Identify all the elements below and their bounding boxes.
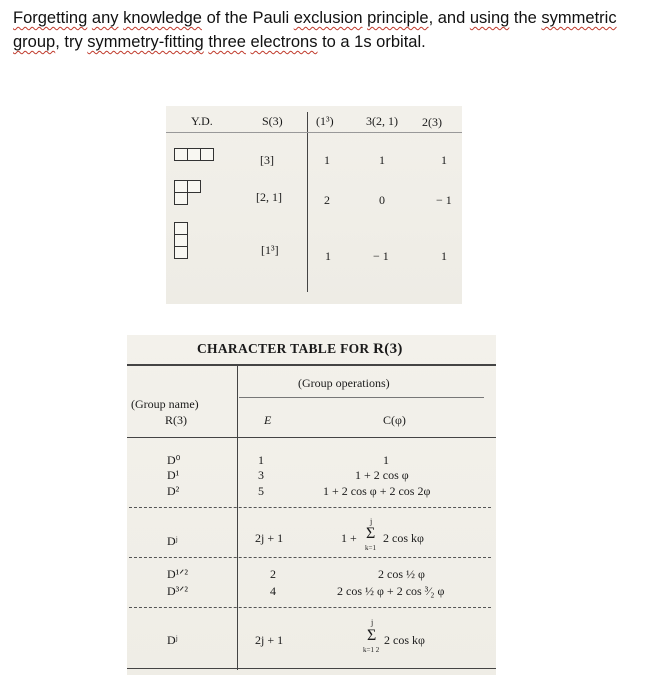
- intro-text-segment: three: [208, 33, 246, 51]
- irrep-label: [3]: [260, 153, 274, 167]
- column-divider: [307, 112, 308, 292]
- sum-upper-limit: j: [370, 517, 373, 526]
- character-value: 1: [324, 153, 330, 167]
- e-value: 4: [270, 584, 276, 598]
- rep-label: D²: [167, 484, 180, 498]
- intro-text-segment: to a 1s orbital.: [317, 33, 426, 51]
- c-value: 1 + 2 cos φ + 2 cos 2φ: [323, 484, 431, 498]
- sum-symbol: Σ: [366, 525, 376, 542]
- column-c-phi: C(φ): [383, 413, 406, 427]
- sum-lower-limit: k=1 2: [363, 646, 380, 654]
- dashed-separator: [129, 607, 491, 608]
- c-value: 2 cos ½ φ: [378, 567, 425, 581]
- s3-character-table-image: [166, 106, 462, 304]
- r3-character-table-image: [127, 335, 496, 675]
- header-s3: S(3): [262, 114, 283, 128]
- character-value: 2: [324, 193, 330, 207]
- e-value: 1: [258, 453, 264, 467]
- intro-text-segment: electrons: [250, 33, 318, 51]
- character-value: 1: [441, 249, 447, 263]
- character-value: 0: [379, 193, 385, 207]
- intro-text-segment: knowledge: [123, 9, 202, 27]
- header-class-2: 3(2, 1): [366, 114, 398, 128]
- header-class-1: (1³): [316, 114, 334, 128]
- character-value: − 1: [373, 249, 389, 263]
- intro-text-segment: any: [91, 9, 119, 27]
- c-value: 2 cos kφ: [384, 633, 425, 647]
- table-title: CHARACTER TABLE FOR R(3): [197, 341, 403, 357]
- sum-symbol: Σ: [367, 627, 377, 644]
- irrep-label: [2, 1]: [256, 190, 282, 204]
- c-value: 1: [383, 453, 389, 467]
- dashed-separator: [129, 557, 491, 558]
- e-value: 2: [270, 567, 276, 581]
- c-value: 1 +: [341, 531, 357, 545]
- header-yd: Y.D.: [191, 114, 213, 128]
- rep-label: D³ᐟ²: [167, 584, 188, 598]
- rep-label: D⁰: [167, 453, 181, 467]
- dashed-separator: [129, 507, 491, 508]
- intro-text-segment: symmetric: [541, 9, 617, 27]
- rep-label: Dʲ: [167, 534, 178, 548]
- c-value: 2 cos ½ φ + 2 cos ³⁄₂ φ: [337, 584, 445, 598]
- rep-label: D¹: [167, 468, 180, 482]
- sum-lower-limit: k=1: [365, 544, 376, 552]
- group-name-label: (Group name): [131, 397, 199, 411]
- sum-upper-limit: j: [371, 618, 374, 627]
- intro-text-segment: the: [509, 9, 542, 27]
- bottom-rule: [127, 668, 496, 669]
- irrep-label: [1³]: [261, 243, 279, 257]
- header-bottom-rule: [127, 437, 496, 438]
- column-e: E: [264, 413, 272, 427]
- subheader-rule: [239, 397, 484, 398]
- character-value: 1: [325, 249, 331, 263]
- header-class-3: 2(3): [422, 115, 442, 129]
- intro-text-segment: using: [469, 9, 510, 27]
- character-value: 1: [441, 153, 447, 167]
- top-rule: [127, 364, 496, 366]
- character-value: 1: [379, 153, 385, 167]
- intro-text-segment: group: [13, 33, 56, 51]
- intro-text-segment: of the Pauli: [206, 9, 294, 27]
- c-value: 1 + 2 cos φ: [355, 468, 409, 482]
- column-divider: [237, 364, 238, 670]
- intro-text-segment: , and: [428, 9, 470, 27]
- e-value: 2j + 1: [255, 633, 284, 647]
- intro-text-segment: Forgetting: [13, 9, 88, 27]
- intro-text-segment: principle: [367, 9, 429, 27]
- rep-label: Dʲ: [167, 633, 178, 647]
- character-value: − 1: [436, 193, 452, 207]
- intro-text-segment: exclusion: [293, 9, 363, 27]
- intro-text-segment: symmetry-fitting: [87, 33, 204, 51]
- group-operations-label: (Group operations): [298, 376, 390, 390]
- intro-paragraph: [13, 6, 643, 54]
- rep-label: D¹ᐟ²: [167, 567, 188, 581]
- header-rule: [166, 132, 462, 133]
- e-value: 3: [258, 468, 264, 482]
- e-value: 2j + 1: [255, 531, 284, 545]
- c-value: 2 cos kφ: [383, 531, 424, 545]
- e-value: 5: [258, 484, 264, 498]
- intro-text-segment: , try: [55, 33, 88, 51]
- group-name-value: R(3): [165, 413, 187, 427]
